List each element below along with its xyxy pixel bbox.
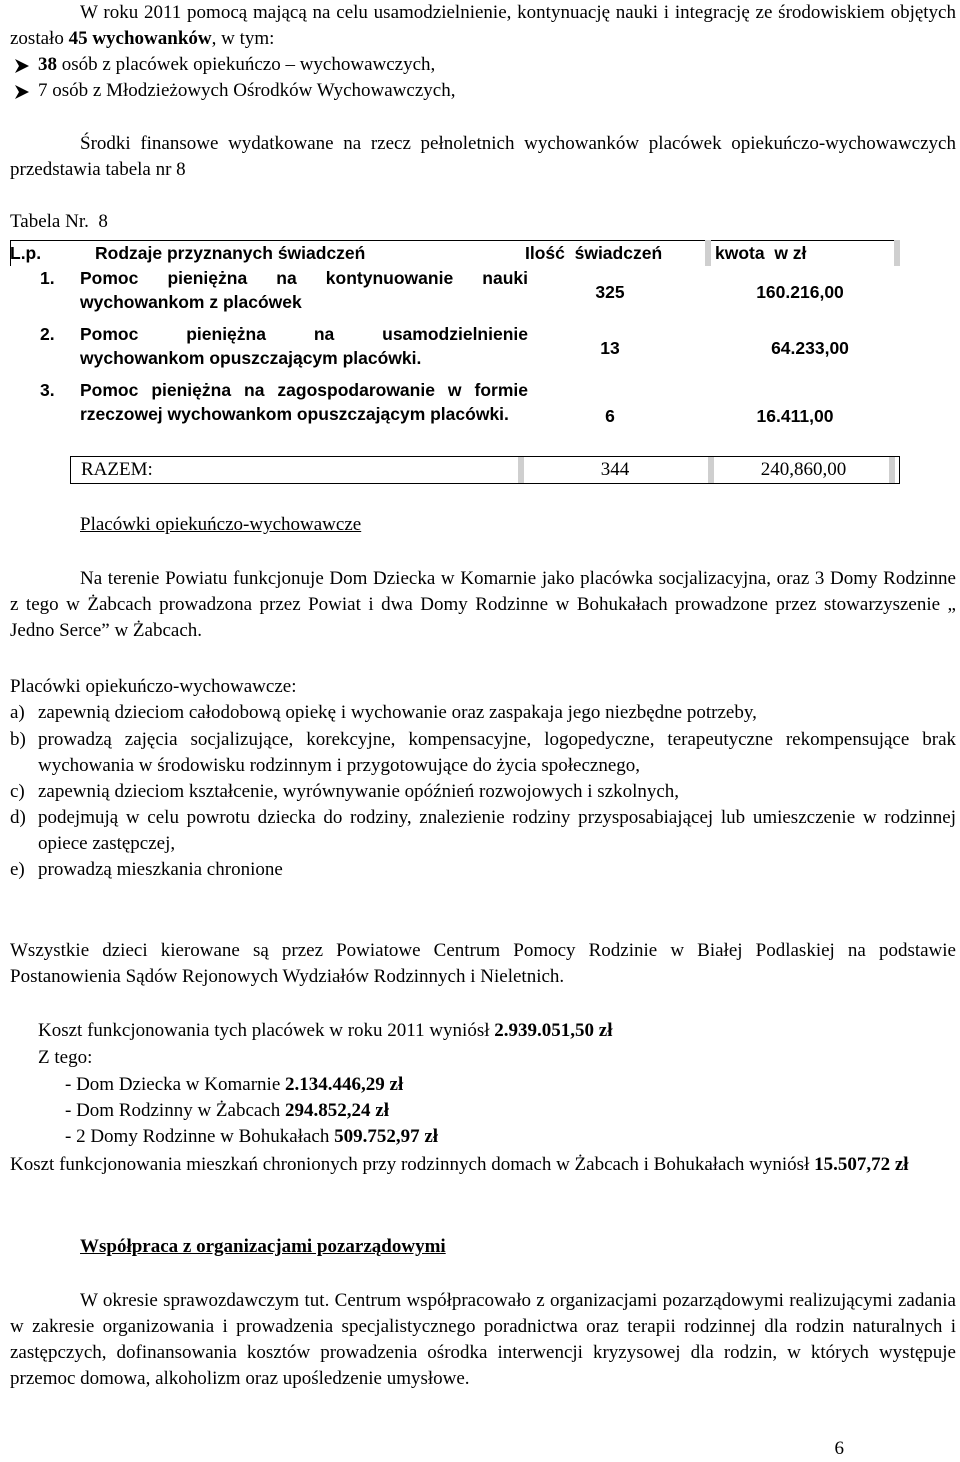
list-text: zapewnią dzieciom kształcenie, wyrównywanie opóźnień rozwojowych i szkolnych,: [38, 781, 680, 802]
breakdown-item: [65, 1098, 438, 1124]
row-amount: 160.216,00: [756, 282, 844, 302]
of-which-label: Z tego:: [38, 1047, 93, 1068]
row-desc: Pomoc pieniężna na kontynuowanie nauki wychowankom z placówek: [80, 268, 528, 312]
benefits-table: [10, 240, 900, 480]
list-marker: a): [10, 702, 25, 723]
intro-bold-count: 45 wychowanków: [68, 28, 212, 49]
header-lp: L.p.: [10, 243, 42, 263]
list-text: zapewnią dzieciom całodobową opiekę i wychowanie oraz zaspakaja jego niezbędne potrzeby,: [38, 702, 757, 723]
list-item: [10, 700, 956, 726]
list-text: prowadzą mieszkania chronione: [38, 859, 283, 880]
row-count: 6: [605, 406, 615, 426]
header-amount: kwota w zł: [715, 243, 807, 263]
row-desc: Pomoc pieniężna na zagospodarowanie w formie rzeczowej wychowankom opuszczającym placówki.: [80, 380, 528, 424]
total-count: 344: [600, 459, 630, 480]
bullet-bold: 38: [38, 54, 57, 75]
row-count: 13: [600, 338, 620, 358]
row-count: 325: [595, 282, 625, 302]
breakdown-value: 509.752,97 zł: [334, 1126, 439, 1147]
bullet-item: [10, 78, 956, 104]
institutions-paragraph: Na terenie Powiatu funkcjonuje Dom Dziecka w Komarnie jako placówka socjalizacyjna, oraz 3 Domy Rodzinne z tego w Żabcach prowadzona przez Powiat i dwa Domy Rodzinne w Bohukałach prowadzone przez stowarzyszenie „ Jedno Serce” w Żabcach.: [10, 568, 956, 641]
institutions-list: [10, 700, 956, 883]
row-amount: 64.233,00: [771, 338, 849, 358]
list-text: prowadzą zajęcia socjalizujące, korekcyjne, kompensacyjne, logopedyczne, terapeutyczne rekompensujące brak wychowania w środowisku rodzinnym i przygotowujące do życia społecznego,: [38, 729, 956, 776]
row-amount: 16.411,00: [756, 406, 834, 426]
flats-value: 15.507,72 zł: [814, 1154, 909, 1175]
list-item: [10, 857, 956, 883]
bullet-text: 7 osób z Młodzieżowych Ośrodków Wychowawczych,: [38, 80, 456, 101]
flats-text: Koszt funkcjonowania mieszkań chronionych przy rodzinnych domach w Żabcach i Bohukałach wyniósł: [10, 1154, 815, 1175]
list-item: [10, 779, 956, 805]
arrowhead-bullet-icon: [12, 84, 32, 100]
institutions-list-title: Placówki opiekuńczo-wychowawcze:: [10, 676, 297, 697]
row-lp: 3.: [40, 380, 55, 400]
total-label: RAZEM:: [81, 459, 153, 480]
table-row: [10, 266, 900, 326]
row-lp: 1.: [40, 268, 55, 288]
table-total-row: [70, 456, 900, 484]
breakdown-value: 2.134.446,29 zł: [285, 1074, 404, 1095]
funds-paragraph: Środki finansowe wydatkowane na rzecz pełnoletnich wychowanków placówek opiekuńczo-wychowawczych przedstawia tabela nr 8: [10, 133, 956, 180]
list-marker: c): [10, 781, 25, 802]
page-number: 6: [834, 1438, 844, 1459]
intro-text-end: , w tym:: [211, 28, 275, 49]
list-marker: e): [10, 859, 25, 880]
referral-paragraph: Wszystkie dzieci kierowane są przez Powiatowe Centrum Pomocy Rodzinie w Białej Podlaskiej na podstawie Postanowienia Sądów Rejonowych Wydziałów Rodzinnych i Nieletnich.: [10, 940, 956, 987]
list-item: [10, 805, 956, 857]
table-row: [10, 378, 900, 456]
breakdown-text: - Dom Dziecka w Komarnie: [65, 1074, 286, 1095]
table-header-row: [10, 240, 900, 266]
header-count: Ilość świadczeń: [525, 243, 663, 263]
breakdown-value: 294.852,24 zł: [285, 1100, 389, 1121]
cost-breakdown: [65, 1072, 438, 1150]
bullet-list: [10, 52, 956, 104]
list-marker: d): [10, 807, 26, 828]
list-text: podejmują w celu powrotu dziecka do rodziny, znalezienie rodziny przysposabiającej lub umieszczenie w rodzinnej opiece zastępczej,: [38, 807, 956, 854]
cost-line: [38, 1018, 612, 1044]
cost-value: 2.939.051,50 zł: [494, 1020, 613, 1041]
row-desc: Pomoc pieniężna na usamodzielnienie wychowankom opuszczającym placówki.: [80, 324, 528, 368]
breakdown-item: [65, 1072, 438, 1098]
section-heading-ngo: Współpraca z organizacjami pozarządowymi: [80, 1236, 446, 1257]
table-row: [10, 322, 900, 376]
breakdown-item: [65, 1124, 438, 1150]
ngo-paragraph: W okresie sprawozdawczym tut. Centrum współpracowało z organizacjami pozarządowymi realizującymi zadania w zakresie organizowania i prowadzenia specjalistycznego poradnictwa oraz terapii rodzinnej dla rodzin naturalnych i zastępczych, dofinansowania kosztów prowadzenia ośrodka interwencji kryzysowej dla rodzin, w których występuje przemoc domowa, alkoholizm oraz upośledzenie umysłowe.: [10, 1290, 956, 1389]
intro-text: W roku 2011 pomocą mającą na celu usamodzielnienie, kontynuację nauki i integrację ze środowiskiem objętych zostało: [10, 2, 956, 49]
flats-cost-paragraph: [10, 1152, 956, 1178]
section-heading-institutions: Placówki opiekuńczo-wychowawcze: [80, 514, 362, 535]
total-amount: 240,860,00: [760, 459, 847, 480]
bullet-item: [10, 52, 956, 78]
intro-paragraph: [10, 0, 956, 52]
list-marker: b): [10, 729, 26, 750]
cost-text: Koszt funkcjonowania tych placówek w roku 2011 wyniósł: [38, 1020, 495, 1041]
row-lp: 2.: [40, 324, 55, 344]
breakdown-text: - 2 Domy Rodzinne w Bohukałach: [65, 1126, 335, 1147]
table-caption: Tabela Nr. 8: [10, 211, 108, 232]
breakdown-text: - Dom Rodzinny w Żabcach: [65, 1100, 286, 1121]
bullet-text: osób z placówek opiekuńczo – wychowawczych,: [57, 54, 436, 75]
list-item: [10, 727, 956, 779]
arrowhead-bullet-icon: [12, 58, 32, 74]
header-type: Rodzaje przyznanych świadczeń: [95, 243, 366, 263]
